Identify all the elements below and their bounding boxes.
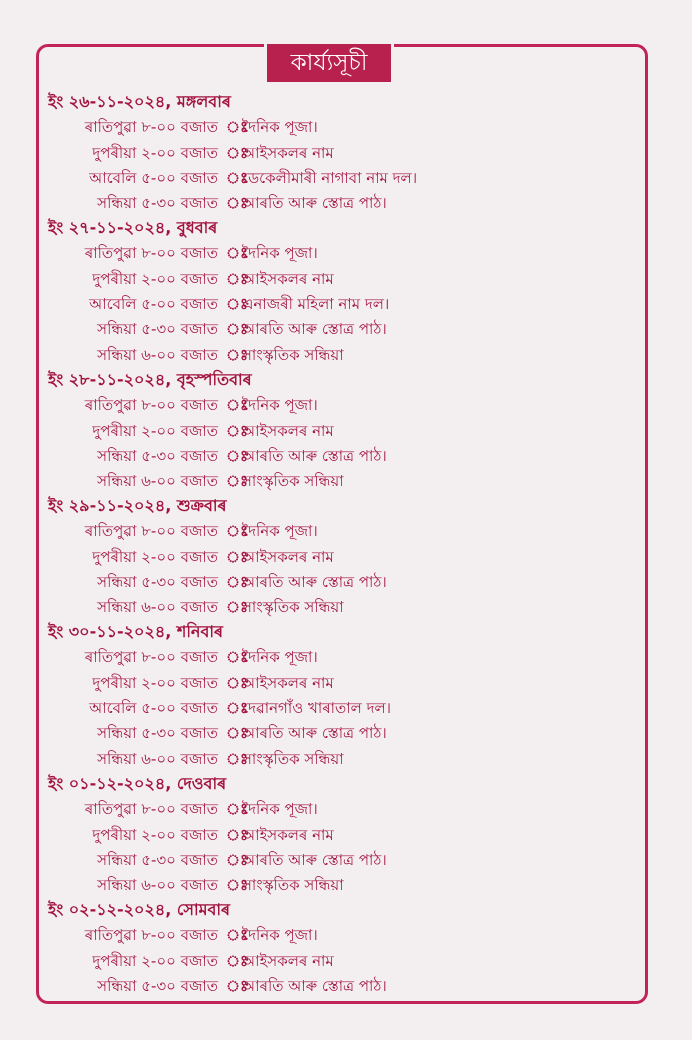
event-time: সন্ধিয়া ৬-০০ বজাত bbox=[97, 472, 218, 491]
separator: ঃ bbox=[226, 673, 249, 692]
separator: ঃ bbox=[226, 951, 249, 970]
schedule-row bbox=[0, 469, 692, 493]
separator: ঃ bbox=[226, 825, 249, 844]
separator: ঃ bbox=[226, 698, 249, 717]
event-time: দুপৰীয়া ২-০০ বজাত bbox=[92, 547, 218, 566]
schedule-row bbox=[0, 949, 692, 973]
event-description: এনাজৰী মহিলা নাম দল। bbox=[242, 294, 390, 313]
event-description: আইসকলৰ নাম bbox=[242, 951, 334, 970]
separator: ঃ bbox=[226, 598, 249, 617]
day-heading: ইং ০১-১২-২০২৪, দেওবাৰ bbox=[48, 774, 227, 793]
event-description: আইসকলৰ নাম bbox=[242, 143, 334, 162]
event-time: সন্ধিয়া ৬-০০ বজাত bbox=[97, 598, 218, 617]
event-description: আৰতি আৰু স্তোত্ৰ পাঠ। bbox=[242, 194, 387, 213]
schedule-row bbox=[0, 823, 692, 847]
separator: ঃ bbox=[226, 320, 249, 339]
event-description: আৰতি আৰু স্তোত্ৰ পাঠ। bbox=[242, 850, 387, 869]
event-description: ডেকেলীমাৰী নাগাবা নাম দল। bbox=[242, 168, 418, 187]
separator: ঃ bbox=[226, 472, 249, 491]
separator: ঃ bbox=[226, 850, 249, 869]
event-time: সন্ধিয়া ৫-৩০ বজাত bbox=[97, 572, 218, 591]
event-time: দুপৰীয়া ২-০০ বজাত bbox=[92, 421, 218, 440]
schedule-row bbox=[0, 923, 692, 947]
event-time: ৰাতিপুৱা ৮-০০ বজাত bbox=[84, 244, 218, 263]
event-description: দৈনিক পূজা। bbox=[242, 118, 318, 137]
event-description: দৈনিক পূজা। bbox=[242, 800, 318, 819]
event-description: আৰতি আৰু স্তোত্ৰ পাঠ। bbox=[242, 572, 387, 591]
event-time: দুপৰীয়া ২-০০ বজাত bbox=[92, 673, 218, 692]
separator: ঃ bbox=[226, 749, 249, 768]
event-time: দুপৰীয়া ২-০০ বজাত bbox=[92, 951, 218, 970]
schedule-row bbox=[0, 519, 692, 543]
schedule-row bbox=[0, 747, 692, 771]
schedule-row bbox=[0, 141, 692, 165]
schedule-row bbox=[0, 166, 692, 190]
separator: ঃ bbox=[226, 421, 249, 440]
separator: ঃ bbox=[226, 118, 249, 137]
separator: ঃ bbox=[226, 345, 249, 364]
schedule-row bbox=[0, 545, 692, 569]
event-time: সন্ধিয়া ৫-৩০ বজাত bbox=[97, 446, 218, 465]
schedule-row bbox=[0, 645, 692, 669]
separator: ঃ bbox=[226, 522, 249, 541]
event-time: সন্ধিয়া ৫-৩০ বজাত bbox=[97, 850, 218, 869]
schedule-row bbox=[0, 317, 692, 341]
schedule-row bbox=[0, 671, 692, 695]
event-description: আৰতি আৰু স্তোত্ৰ পাঠ। bbox=[242, 976, 387, 995]
event-time: সন্ধিয়া ৬-০০ বজাত bbox=[97, 876, 218, 895]
event-description: সাংস্কৃতিক সন্ধিয়া bbox=[242, 749, 344, 768]
event-description: আইসকলৰ নাম bbox=[242, 825, 334, 844]
event-description: দৈনিক পূজা। bbox=[242, 244, 318, 263]
event-time: ৰাতিপুৱা ৮-০০ বজাত bbox=[84, 522, 218, 541]
separator: ঃ bbox=[226, 294, 249, 313]
schedule-row bbox=[0, 393, 692, 417]
event-time: ৰাতিপুৱা ৮-০০ বজাত bbox=[84, 396, 218, 415]
schedule-row bbox=[0, 848, 692, 872]
separator: ঃ bbox=[226, 194, 249, 213]
event-time: ৰাতিপুৱা ৮-০০ বজাত bbox=[84, 800, 218, 819]
event-description: আইসকলৰ নাম bbox=[242, 547, 334, 566]
event-time: আবেলি ৫-০০ বজাত bbox=[89, 168, 218, 187]
separator: ঃ bbox=[226, 143, 249, 162]
separator: ঃ bbox=[226, 800, 249, 819]
day-heading: ইং ২৭-১১-২০২৪, বুধবাৰ bbox=[48, 218, 218, 237]
schedule-row bbox=[0, 696, 692, 720]
event-time: দুপৰীয়া ২-০০ বজাত bbox=[92, 825, 218, 844]
event-description: আৰতি আৰু স্তোত্ৰ পাঠ। bbox=[242, 446, 387, 465]
event-description: আইসকলৰ নাম bbox=[242, 269, 334, 288]
event-time: সন্ধিয়া ৬-০০ বজাত bbox=[97, 345, 218, 364]
event-description: আৰতি আৰু স্তোত্ৰ পাঠ। bbox=[242, 320, 387, 339]
schedule-row bbox=[0, 419, 692, 443]
schedule-row bbox=[0, 873, 692, 897]
day-heading: ইং ০২-১২-২০২৪, সোমবাৰ bbox=[48, 900, 231, 919]
event-description: আইসকলৰ নাম bbox=[242, 421, 334, 440]
day-heading: ইং ৩০-১১-২০২৪, শনিবাৰ bbox=[48, 622, 224, 641]
separator: ঃ bbox=[226, 976, 249, 995]
separator: ঃ bbox=[226, 572, 249, 591]
day-heading: ইং ২৮-১১-২০২৪, বৃহস্পতিবাৰ bbox=[48, 370, 252, 389]
schedule-row bbox=[0, 570, 692, 594]
separator: ঃ bbox=[226, 876, 249, 895]
event-description: সাংস্কৃতিক সন্ধিয়া bbox=[242, 472, 344, 491]
event-time: সন্ধিয়া ৫-৩০ বজাত bbox=[97, 976, 218, 995]
event-description: সাংস্কৃতিক সন্ধিয়া bbox=[242, 598, 344, 617]
schedule-row bbox=[0, 191, 692, 215]
separator: ঃ bbox=[226, 446, 249, 465]
event-description: দৈনিক পূজা। bbox=[242, 396, 318, 415]
event-description: দেৱানগাঁও খাৰাতাল দল। bbox=[242, 698, 392, 717]
separator: ঃ bbox=[226, 168, 249, 187]
schedule-row bbox=[0, 721, 692, 745]
separator: ঃ bbox=[226, 396, 249, 415]
event-time: সন্ধিয়া ৫-৩০ বজাত bbox=[97, 194, 218, 213]
day-heading: ইং ২৯-১১-২০২৪, শুক্ৰবাৰ bbox=[48, 496, 227, 515]
schedule-row bbox=[0, 444, 692, 468]
event-description: দৈনিক পূজা। bbox=[242, 926, 318, 945]
day-heading: ইং ২৬-১১-২০২৪, মঙ্গলবাৰ bbox=[48, 92, 231, 111]
schedule-row bbox=[0, 292, 692, 316]
schedule-row bbox=[0, 267, 692, 291]
event-time: সন্ধিয়া ৬-০০ বজাত bbox=[97, 749, 218, 768]
event-time: আবেলি ৫-০০ বজাত bbox=[89, 698, 218, 717]
event-time: সন্ধিয়া ৫-৩০ বজাত bbox=[97, 724, 218, 743]
event-description: সাংস্কৃতিক সন্ধিয়া bbox=[242, 345, 344, 364]
schedule-row bbox=[0, 974, 692, 998]
schedule-row bbox=[0, 595, 692, 619]
event-description: সাংস্কৃতিক সন্ধিয়া bbox=[242, 876, 344, 895]
separator: ঃ bbox=[226, 269, 249, 288]
schedule-row bbox=[0, 343, 692, 367]
event-description: দৈনিক পূজা। bbox=[242, 522, 318, 541]
event-time: ৰাতিপুৱা ৮-০০ বজাত bbox=[84, 118, 218, 137]
event-description: আৰতি আৰু স্তোত্ৰ পাঠ। bbox=[242, 724, 387, 743]
event-time: দুপৰীয়া ২-০০ বজাত bbox=[92, 143, 218, 162]
event-description: আইসকলৰ নাম bbox=[242, 673, 334, 692]
schedule-row bbox=[0, 797, 692, 821]
event-description: দৈনিক পূজা। bbox=[242, 648, 318, 667]
separator: ঃ bbox=[226, 926, 249, 945]
separator: ঃ bbox=[226, 648, 249, 667]
schedule-row bbox=[0, 115, 692, 139]
separator: ঃ bbox=[226, 547, 249, 566]
event-time: সন্ধিয়া ৫-৩০ বজাত bbox=[97, 320, 218, 339]
schedule-row bbox=[0, 241, 692, 265]
page-title: কাৰ্য্যসূচী bbox=[264, 44, 394, 82]
event-time: দুপৰীয়া ২-০০ বজাত bbox=[92, 269, 218, 288]
separator: ঃ bbox=[226, 244, 249, 263]
event-time: আবেলি ৫-০০ বজাত bbox=[89, 294, 218, 313]
separator: ঃ bbox=[226, 724, 249, 743]
event-time: ৰাতিপুৱা ৮-০০ বজাত bbox=[84, 926, 218, 945]
event-time: ৰাতিপুৱা ৮-০০ বজাত bbox=[84, 648, 218, 667]
